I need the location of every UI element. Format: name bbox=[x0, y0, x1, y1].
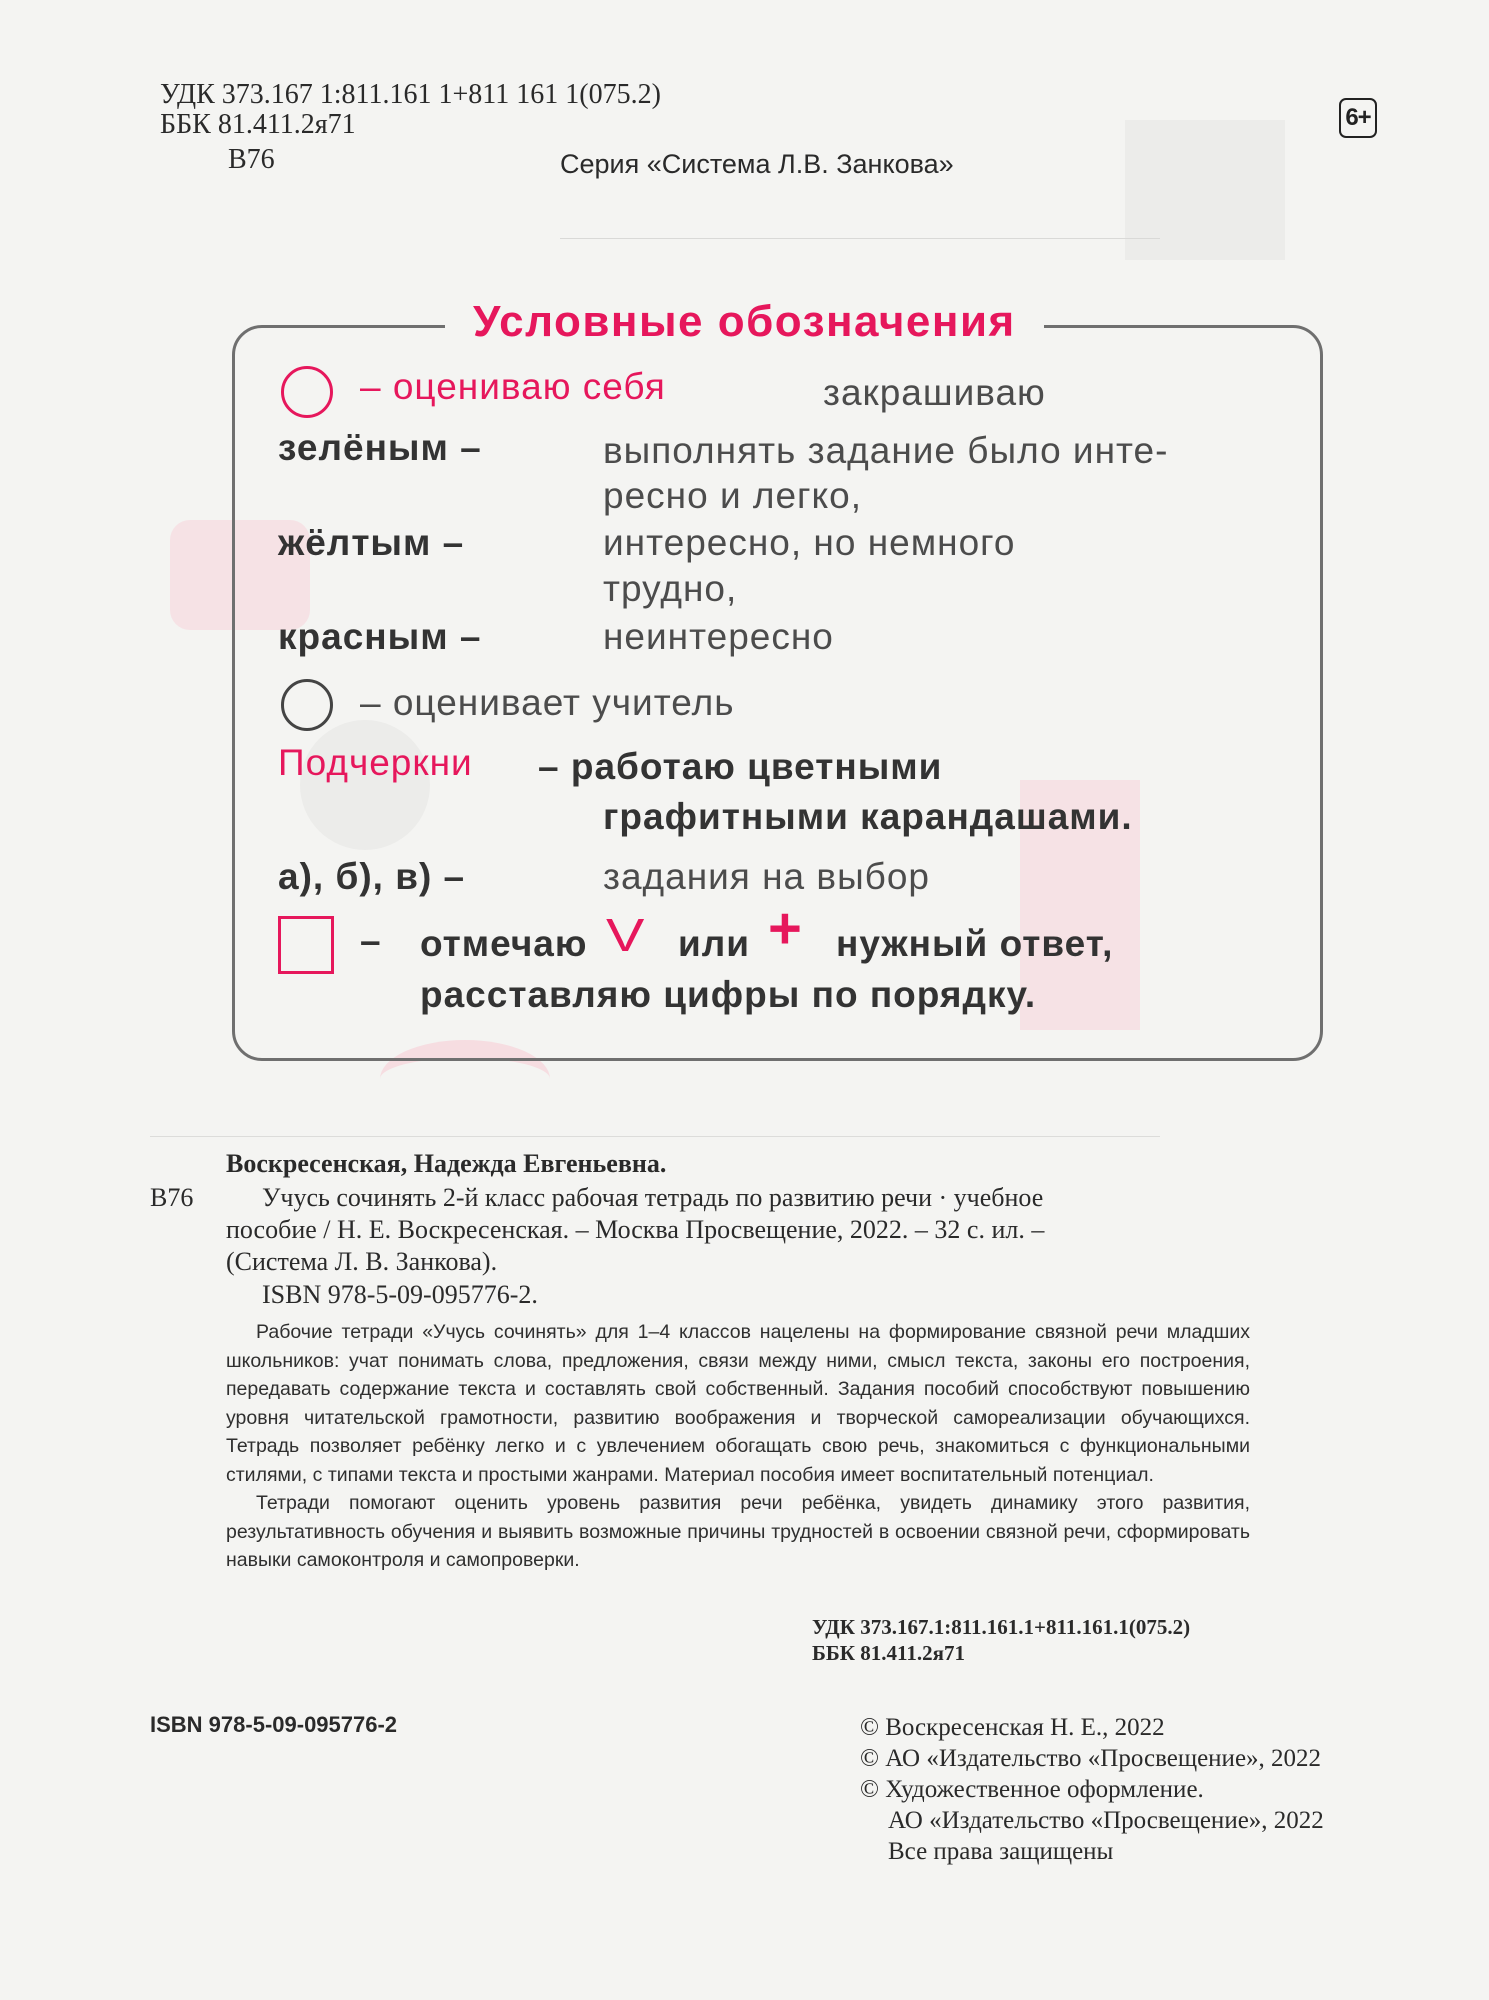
bibliography-line-1: Учусь сочинять 2-й класс рабочая тетрадь по развитию речи · учебное bbox=[262, 1183, 1044, 1212]
green-text-line2: ресно и легко, bbox=[603, 475, 863, 516]
plus-icon: + bbox=[768, 896, 803, 961]
author-name: Воскресенская, Надежда Евгеньевна. bbox=[226, 1149, 667, 1178]
check-mark-icon: V bbox=[606, 909, 646, 961]
copyright-publisher: © АО «Издательство «Просвещение», 2022 bbox=[860, 1745, 1322, 1772]
rights-reserved: Все права защищены bbox=[888, 1838, 1114, 1865]
mark-text-b: нужный ответ, bbox=[836, 923, 1114, 964]
annotation-paragraph-2: Тетради помогают оценить уровень развития речи ребёнка, увидеть динамику этого развития, результативность обучения и выявить возможные причины трудностей в освоении связной речи, сформировать навыки самоконтроля и самопроверки. bbox=[226, 1492, 1250, 1571]
series-title: Серия «Система Л.В. Занкова» bbox=[560, 149, 954, 179]
udk-classification: УДК 373.167.1:811.161.1+811.161.1(075.2) bbox=[812, 1615, 1191, 1639]
section-divider bbox=[150, 1136, 1160, 1137]
teacher-circle-icon bbox=[281, 679, 333, 731]
red-text: неинтересно bbox=[603, 616, 834, 657]
choice-label: а), б), в) – bbox=[278, 856, 466, 897]
annotation bbox=[226, 1318, 1250, 1575]
copyright-design: © Художественное оформление. bbox=[860, 1776, 1204, 1803]
legend-title: Условные обозначения bbox=[445, 294, 1044, 350]
udk-code: УДК 373.167 1:811.161 1+811 161 1(075.2) bbox=[160, 79, 661, 110]
answer-square-icon bbox=[278, 916, 334, 974]
self-assessment-label: – оцениваю себя bbox=[360, 366, 666, 407]
self-assessment-circle-icon bbox=[281, 366, 333, 418]
author-mark: В76 bbox=[228, 144, 275, 175]
underline-text-line2: графитными карандашами. bbox=[603, 796, 1133, 837]
age-rating-badge: 6+ bbox=[1339, 98, 1377, 138]
red-label: красным – bbox=[278, 616, 482, 657]
yellow-label: жёлтым – bbox=[278, 522, 465, 563]
copyright-author: © Воскресенская Н. Е., 2022 bbox=[860, 1714, 1165, 1741]
green-label: зелёным – bbox=[278, 427, 482, 468]
yellow-text-line2: трудно, bbox=[603, 568, 738, 609]
mark-dash: – bbox=[360, 920, 382, 961]
copyright-design-publisher: АО «Издательство «Просвещение», 2022 bbox=[888, 1807, 1324, 1834]
underline-label: Подчеркни bbox=[278, 742, 473, 783]
teacher-text: – оценивает учитель bbox=[360, 682, 735, 723]
showthrough-band bbox=[1125, 120, 1285, 260]
bbk-code: ББК 81.411.2я71 bbox=[160, 109, 356, 140]
bibliography-line-3: (Система Л. В. Занкова). bbox=[226, 1247, 498, 1276]
green-text-line1: выполнять задание было инте- bbox=[603, 430, 1169, 471]
underline-text-line1: – работаю цветными bbox=[538, 746, 943, 787]
yellow-text-line1: интересно, но немного bbox=[603, 522, 1016, 563]
annotation-paragraph-1: Рабочие тетради «Учусь сочинять» для 1–4 классов нацелены на формирование связной речи младших школьников: учат понимать слова, предложения, связи между ними, смысл текста, законы его построения, передавать содержание текста и составлять свой собственный. Задания пособий способствуют повышению уровня читательской грамотности, развитию воображения и творческой самореализации обучающихся. Тетрадь позволяет ребёнку легко и с увлечением обогащать свою речь, знакомиться с функциональными стилями, с типами текста и простыми жанрами. Материал пособия имеет воспитательный потенциал. bbox=[226, 1321, 1250, 1486]
mark-text-a: отмечаю bbox=[420, 923, 588, 964]
bbk-classification: ББК 81.411.2я71 bbox=[812, 1641, 965, 1665]
isbn-footer: ISBN 978-5-09-095776-2 bbox=[150, 1712, 398, 1737]
mark-or: или bbox=[678, 923, 750, 964]
bibliography-isbn: ISBN 978-5-09-095776-2. bbox=[262, 1280, 538, 1309]
bibliography-line-2: пособие / Н. Е. Воскресенская. – Москва Просвещение, 2022. – 32 с. ил. – bbox=[226, 1215, 1045, 1244]
self-assessment-text: закрашиваю bbox=[823, 372, 1046, 413]
choice-text: задания на выбор bbox=[603, 856, 931, 897]
header-divider bbox=[560, 238, 1160, 239]
mark-text-line2: расставляю цифры по порядку. bbox=[420, 974, 1037, 1015]
bibliography-code: В76 bbox=[150, 1183, 194, 1212]
